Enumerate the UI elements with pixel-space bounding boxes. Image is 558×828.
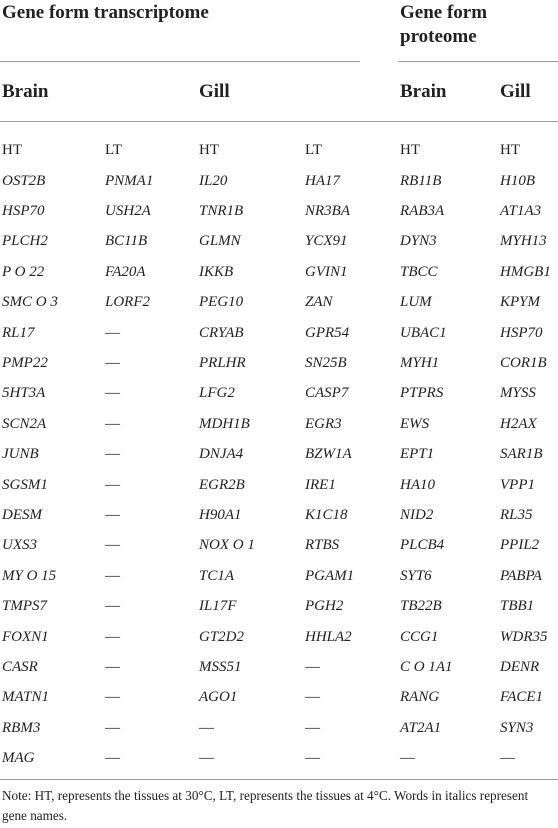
- table-cell: PGH2: [305, 598, 344, 615]
- table-cell: —: [105, 658, 120, 675]
- table-cell: —: [105, 628, 120, 645]
- table-cell: BC11B: [105, 233, 148, 250]
- table-cell: —: [199, 750, 214, 767]
- subheader-proteome-gill-ht: HT: [500, 142, 520, 158]
- table-cell: —: [105, 476, 120, 493]
- table-cell: TMPS7: [2, 598, 47, 615]
- table-cell: DYN3: [400, 233, 437, 250]
- table-cell: NOX O 1: [199, 537, 255, 554]
- table-cell: WDR35: [500, 628, 548, 645]
- table-cell: —: [199, 719, 214, 736]
- table-cell: IL17F: [199, 598, 237, 615]
- table-cell: YCX91: [305, 233, 348, 250]
- table-cell: HSP70: [2, 202, 45, 219]
- table-cell: DESM: [2, 506, 42, 523]
- table-cell: H10B: [500, 172, 535, 189]
- table-cell: H90A1: [199, 506, 242, 523]
- table-cell: —: [105, 446, 120, 463]
- table-cell: RL35: [500, 506, 533, 523]
- table-cell: —: [105, 598, 120, 615]
- table-cell: GLMN: [199, 233, 241, 250]
- table-cell: —: [105, 689, 120, 706]
- table-cell: —: [105, 506, 120, 523]
- table-cell: PMP22: [2, 354, 48, 371]
- table-cell: SCN2A: [2, 415, 47, 432]
- table-cell: RBM3: [2, 719, 41, 736]
- table-cell: SGSM1: [2, 476, 48, 493]
- table-cell: ZAN: [305, 294, 333, 311]
- table-cell: MY O 15: [2, 567, 57, 584]
- table-cell: CCG1: [400, 628, 439, 645]
- table-cell: TBB1: [500, 598, 535, 615]
- table-cell: EPT1: [400, 446, 435, 463]
- table-cell: —: [305, 658, 320, 675]
- table-cell: FOXN1: [2, 628, 49, 645]
- table-cell: TB22B: [400, 598, 442, 615]
- table-cell: TC1A: [199, 567, 235, 584]
- table-cell: SN25B: [305, 354, 347, 371]
- table-cell: —: [105, 354, 120, 371]
- table-cell: SAR1B: [500, 446, 543, 463]
- header-bottom-rule: [0, 121, 558, 122]
- table-cell: PABPA: [500, 567, 542, 584]
- table-cell: HSP70: [500, 324, 543, 341]
- table-cell: MYH13: [500, 233, 547, 250]
- table-cell: CASR: [2, 658, 38, 675]
- table-cell: UBAC1: [400, 324, 447, 341]
- brain-transcriptome-header: Brain: [2, 81, 49, 102]
- transcriptome-group-rule: [0, 61, 360, 62]
- table-cell: MAG: [2, 750, 35, 767]
- table-cell: PPIL2: [500, 537, 540, 554]
- proteome-header-line1: Gene form: [400, 2, 488, 23]
- table-cell: GVIN1: [305, 263, 348, 280]
- table-cell: PLCH2: [2, 233, 48, 250]
- table-cell: BZW1A: [305, 446, 352, 463]
- table-cell: EGR2B: [199, 476, 245, 493]
- table-cell: PRLHR: [199, 354, 246, 371]
- table-cell: H2AX: [500, 415, 537, 432]
- table-cell: —: [105, 567, 120, 584]
- table-cell: DNJA4: [199, 446, 244, 463]
- subheader-gill-lt: LT: [305, 142, 322, 158]
- table-cell: RB11B: [400, 172, 442, 189]
- table-cell: TBCC: [400, 263, 438, 280]
- table-cell: MDH1B: [199, 415, 250, 432]
- table-note: Note: HT, represents the tissues at 30°C, LT, represents the tissues at 4°C. Words in italics represent gene names.: [2, 788, 529, 823]
- table-cell: —: [500, 750, 515, 767]
- table-cell: PEG10: [199, 294, 244, 311]
- gill-transcriptome-header: Gill: [199, 81, 230, 102]
- table-cell: NID2: [400, 506, 434, 523]
- table-cell: UXS3: [2, 537, 37, 554]
- table-cell: LFG2: [199, 385, 235, 402]
- table-cell: RAB3A: [400, 202, 445, 219]
- table-cell: —: [305, 689, 320, 706]
- transcriptome-header: Gene form transcriptome: [2, 2, 209, 23]
- table-cell: GT2D2: [199, 628, 245, 645]
- table-cell: K1C18: [305, 506, 348, 523]
- table-cell: MYSS: [500, 385, 536, 402]
- subheader-brain-lt: LT: [105, 142, 122, 158]
- subheader-gill-ht: HT: [199, 142, 219, 158]
- table-cell: OST2B: [2, 172, 46, 189]
- table-cell: —: [305, 750, 320, 767]
- table-cell: AT2A1: [400, 719, 442, 736]
- table-cell: DENR: [500, 658, 540, 675]
- table-cell: SYT6: [400, 567, 432, 584]
- table-cell: PGAM1: [305, 567, 355, 584]
- brain-proteome-header: Brain: [400, 81, 447, 102]
- table-cell: AT1A3: [500, 202, 542, 219]
- table-cell: PNMA1: [105, 172, 154, 189]
- table-cell: RTBS: [305, 537, 340, 554]
- proteome-header-line2: proteome: [400, 26, 477, 47]
- table-cell: HA10: [400, 476, 435, 493]
- table-cell: —: [400, 750, 415, 767]
- table-cell: USH2A: [105, 202, 151, 219]
- table-cell: —: [105, 324, 120, 341]
- table-bottom-rule: [0, 779, 558, 780]
- subheader-proteome-brain-ht: HT: [400, 142, 420, 158]
- table-cell: CASP7: [305, 385, 349, 402]
- table-cell: —: [105, 415, 120, 432]
- table-cell: FACE1: [500, 689, 544, 706]
- table-cell: —: [305, 719, 320, 736]
- table-cell: PTPRS: [400, 385, 444, 402]
- table-cell: HMGB1: [500, 263, 551, 280]
- table-cell: COR1B: [500, 354, 547, 371]
- table-cell: VPP1: [500, 476, 535, 493]
- table-cell: GPR54: [305, 324, 350, 341]
- table-cell: LUM: [400, 294, 432, 311]
- table-cell: KPYM: [500, 294, 541, 311]
- subheader-brain-ht: HT: [2, 142, 22, 158]
- table-cell: LORF2: [105, 294, 150, 311]
- gill-proteome-header: Gill: [500, 81, 531, 102]
- table-cell: MYH1: [400, 354, 440, 371]
- table-cell: EGR3: [305, 415, 342, 432]
- table-cell: AGO1: [199, 689, 238, 706]
- table-cell: SYN3: [500, 719, 534, 736]
- table-cell: —: [105, 719, 120, 736]
- table-cell: NR3BA: [305, 202, 350, 219]
- table-cell: 5HT3A: [2, 385, 46, 402]
- table-cell: —: [105, 750, 120, 767]
- table-cell: —: [105, 385, 120, 402]
- table-cell: P O 22: [2, 263, 45, 280]
- table-cell: —: [105, 537, 120, 554]
- table-cell: IRE1: [305, 476, 336, 493]
- proteome-group-rule: [398, 61, 558, 62]
- table-cell: RL17: [2, 324, 35, 341]
- table-cell: HA17: [305, 172, 340, 189]
- table-cell: MATN1: [2, 689, 49, 706]
- table-cell: RANG: [400, 689, 440, 706]
- table-cell: C O 1A1: [400, 658, 453, 675]
- table-cell: EWS: [400, 415, 430, 432]
- table-cell: SMC O 3: [2, 294, 58, 311]
- table-cell: HHLA2: [305, 628, 352, 645]
- table-cell: JUNB: [2, 446, 39, 463]
- table-cell: MSS51: [199, 658, 242, 675]
- table-cell: IL20: [199, 172, 228, 189]
- table-cell: TNR1B: [199, 202, 244, 219]
- table-cell: FA20A: [105, 263, 146, 280]
- table-cell: CRYAB: [199, 324, 244, 341]
- table-cell: IKKB: [199, 263, 234, 280]
- table-cell: PLCB4: [400, 537, 445, 554]
